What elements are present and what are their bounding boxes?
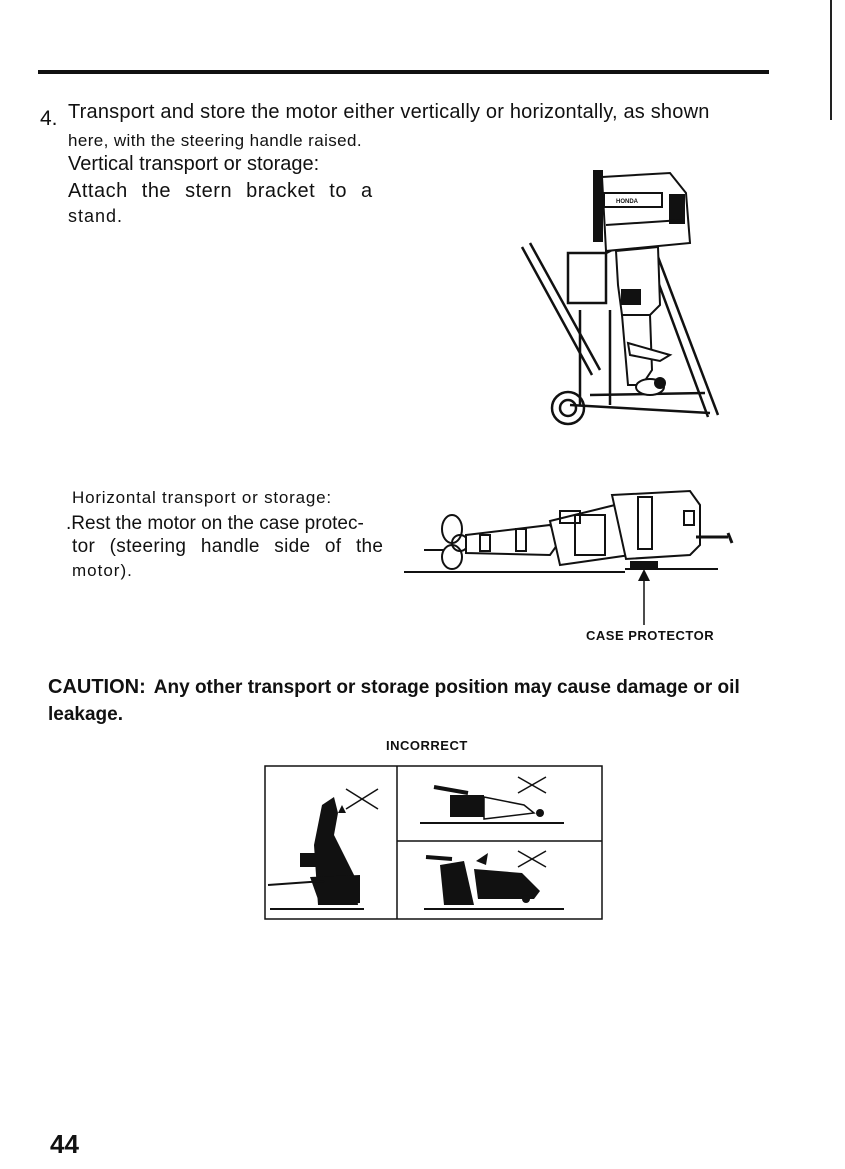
case-protector-label: CASE PROTECTOR [586, 628, 715, 643]
top-rule [38, 70, 769, 74]
incorrect-panel-wrong-side [424, 851, 564, 909]
incorrect-label: INCORRECT [386, 738, 468, 753]
vertical-instruction-2: stand. [68, 206, 124, 226]
step-line-1: Transport and store the motor either vertically or horizontally, as shown [68, 101, 710, 123]
caution-text: Any other transport or storage position may cause damage or oil leakage. [48, 677, 740, 725]
incorrect-panel-upright [268, 789, 378, 909]
vertical-storage-illustration [510, 165, 730, 435]
horizontal-storage-illustration [400, 485, 740, 625]
horizontal-instruction-2: tor (steering handle side of the [72, 536, 384, 557]
incorrect-positions-figure [264, 765, 604, 921]
page-edge-line [830, 0, 832, 120]
horizontal-heading: Horizontal transport or storage: [72, 488, 332, 507]
vertical-heading: Vertical transport or storage: [68, 153, 320, 175]
horizontal-instruction-3: motor). [72, 561, 133, 580]
incorrect-panel-flat [420, 777, 564, 823]
caution-keyword: CAUTION: [48, 676, 146, 698]
step-line-2: here, with the steering handle raised. [68, 131, 362, 150]
horizontal-instruction-1: .Rest the motor on the case protec- [66, 513, 364, 534]
page-number: 44 [50, 1129, 79, 1159]
vertical-instruction-1: Attach the stern bracket to a [68, 180, 373, 202]
honda-brand-label: HONDA [616, 199, 638, 205]
caution-notice [48, 674, 793, 728]
step-number: 4. [40, 107, 58, 130]
